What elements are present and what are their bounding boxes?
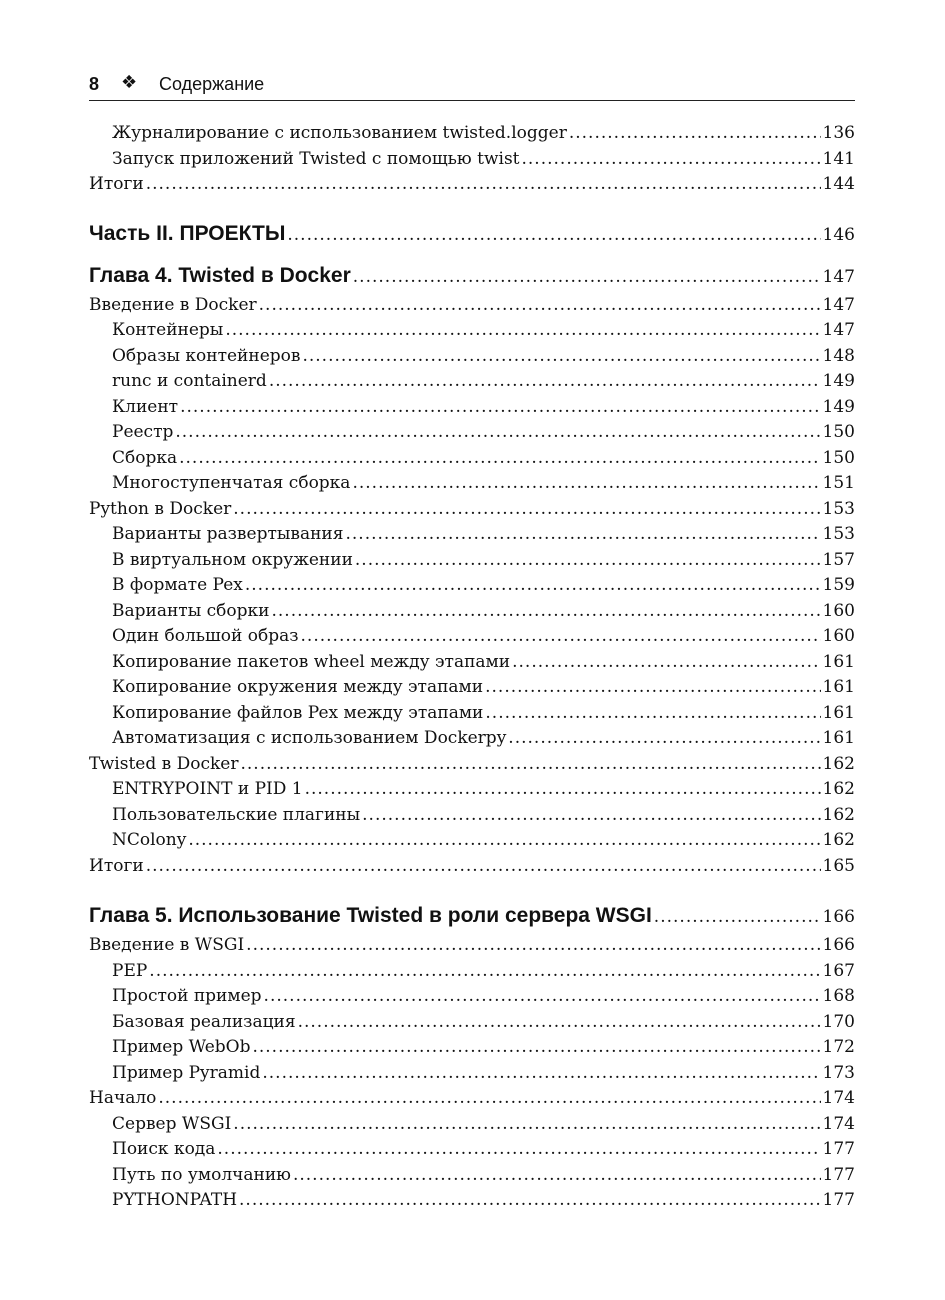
toc-entry-title: PYTHONPATH bbox=[112, 1190, 238, 1210]
toc-entry-title: В формате Pex bbox=[112, 575, 243, 595]
toc-section-entry[interactable] bbox=[89, 854, 855, 880]
toc-entry-page: 162 bbox=[822, 779, 855, 799]
toc-subsection-entry[interactable] bbox=[89, 1163, 855, 1189]
toc-entry-page: 174 bbox=[822, 1088, 855, 1108]
toc-subsection-entry[interactable] bbox=[89, 599, 855, 625]
toc-chapter-entry[interactable] bbox=[89, 899, 855, 933]
toc-entry-title: ENTRYPOINT и PID 1 bbox=[112, 779, 303, 799]
dot-leader bbox=[362, 803, 820, 829]
dot-leader bbox=[259, 293, 821, 319]
toc-entry-page: 161 bbox=[822, 651, 855, 672]
dot-leader bbox=[654, 900, 821, 934]
toc-subsection-entry[interactable] bbox=[89, 984, 855, 1010]
toc-section-entry[interactable] bbox=[89, 752, 855, 778]
toc-subsection-entry[interactable] bbox=[89, 1137, 855, 1163]
toc-entry-page: 170 bbox=[822, 1011, 855, 1032]
toc-entry-page: 147 bbox=[822, 266, 855, 287]
dot-leader bbox=[352, 471, 820, 497]
toc-entry-page: 168 bbox=[822, 986, 855, 1006]
toc-section-entry[interactable] bbox=[89, 1086, 855, 1112]
toc-subsection-entry[interactable] bbox=[89, 650, 855, 676]
toc-entry-page: 150 bbox=[822, 422, 855, 442]
toc-entry-page: 174 bbox=[822, 1113, 855, 1134]
toc-entry-title: Сборка bbox=[112, 447, 178, 468]
toc-part-entry[interactable] bbox=[89, 217, 855, 251]
dot-leader bbox=[271, 599, 820, 625]
dot-leader bbox=[246, 933, 820, 959]
toc-subsection-entry[interactable] bbox=[89, 121, 855, 147]
toc-entry-title: Путь по умолчанию bbox=[112, 1164, 291, 1185]
table-of-contents bbox=[89, 121, 855, 1214]
dot-leader bbox=[485, 675, 820, 701]
toc-entry-page: 162 bbox=[822, 830, 855, 850]
toc-entry-page: 141 bbox=[822, 148, 855, 169]
dot-leader bbox=[233, 497, 820, 523]
dot-leader bbox=[512, 650, 820, 676]
toc-subsection-entry[interactable] bbox=[89, 573, 855, 599]
toc-entry-title: Запуск приложений Twisted с помощью twist bbox=[112, 148, 520, 169]
toc-entry-title: Варианты сборки bbox=[112, 600, 270, 621]
toc-entry-page: 166 bbox=[822, 935, 855, 955]
dot-leader bbox=[175, 420, 820, 446]
toc-entry-title: Копирование окружения между этапами bbox=[112, 677, 484, 697]
toc-entry-title: Один большой образ bbox=[112, 626, 299, 646]
toc-entry-page: 160 bbox=[822, 626, 855, 646]
dot-leader bbox=[569, 121, 821, 147]
toc-entry-page: 167 bbox=[822, 960, 855, 981]
dot-leader bbox=[264, 984, 821, 1010]
toc-entry-page: 151 bbox=[822, 473, 855, 493]
toc-entry-title: PEP bbox=[112, 960, 148, 981]
toc-entry-page: 150 bbox=[822, 447, 855, 468]
toc-entry-page: 173 bbox=[822, 1062, 855, 1083]
toc-subsection-entry[interactable] bbox=[89, 701, 855, 727]
toc-entry-page: 162 bbox=[822, 753, 855, 774]
toc-subsection-entry[interactable] bbox=[89, 522, 855, 548]
toc-entry-title: Автоматизация с использованием Dockerpy bbox=[112, 728, 507, 748]
toc-subsection-entry[interactable] bbox=[89, 395, 855, 421]
toc-section-entry[interactable] bbox=[89, 933, 855, 959]
dot-leader bbox=[146, 854, 821, 880]
toc-subsection-entry[interactable] bbox=[89, 1188, 855, 1214]
dot-leader bbox=[302, 344, 820, 370]
toc-entry-page: 149 bbox=[822, 371, 855, 391]
toc-subsection-entry[interactable] bbox=[89, 1035, 855, 1061]
toc-section-entry[interactable] bbox=[89, 293, 855, 319]
running-header bbox=[89, 72, 855, 101]
dot-leader bbox=[522, 147, 821, 173]
toc-entry-page: 148 bbox=[822, 345, 855, 366]
toc-subsection-entry[interactable] bbox=[89, 318, 855, 344]
dot-leader bbox=[345, 522, 820, 548]
toc-subsection-entry[interactable] bbox=[89, 624, 855, 650]
toc-subsection-entry[interactable] bbox=[89, 777, 855, 803]
toc-entry-title: Копирование пакетов wheel между этапами bbox=[112, 651, 511, 672]
dot-leader bbox=[305, 777, 821, 803]
toc-section-entry[interactable] bbox=[89, 172, 855, 198]
dot-leader bbox=[233, 1112, 820, 1138]
toc-entry-title: Простой пример bbox=[112, 986, 262, 1006]
toc-entry-page: 172 bbox=[822, 1037, 855, 1057]
toc-entry-page: 165 bbox=[822, 855, 855, 876]
toc-entry-title: Глава 5. Использование Twisted в роли сервера WSGI bbox=[89, 904, 652, 927]
toc-chapter-entry[interactable] bbox=[89, 259, 855, 293]
toc-entry-title: Часть II. ПРОЕКТЫ bbox=[89, 221, 286, 245]
toc-entry-title: Контейнеры bbox=[112, 320, 224, 340]
toc-entry-title: Поиск кода bbox=[112, 1139, 216, 1159]
toc-entry-title: Начало bbox=[89, 1088, 157, 1108]
toc-entry-title: runc и containerd bbox=[112, 371, 267, 391]
toc-subsection-entry[interactable] bbox=[89, 675, 855, 701]
toc-section-entry[interactable] bbox=[89, 497, 855, 523]
dot-leader bbox=[269, 369, 821, 395]
toc-entry-title: Глава 4. Twisted в Docker bbox=[89, 263, 351, 287]
toc-entry-title: Введение в WSGI bbox=[89, 935, 245, 955]
dot-leader bbox=[287, 218, 820, 252]
toc-entry-title: Варианты развертывания bbox=[112, 524, 344, 544]
toc-entry-title: Сервер WSGI bbox=[112, 1113, 232, 1134]
dot-leader bbox=[146, 172, 821, 198]
toc-entry-title: Итоги bbox=[89, 174, 144, 194]
toc-entry-title: NColony bbox=[112, 830, 187, 850]
toc-entry-title: Пример WebOb bbox=[112, 1037, 251, 1057]
toc-entry-title: Введение в Docker bbox=[89, 294, 257, 315]
header-title: Содержание bbox=[159, 74, 265, 94]
dot-leader bbox=[355, 548, 821, 574]
page-number: 8 bbox=[89, 74, 100, 94]
toc-entry-page: 177 bbox=[822, 1190, 855, 1210]
dot-leader bbox=[262, 1061, 820, 1087]
dot-leader bbox=[252, 1035, 820, 1061]
toc-subsection-entry[interactable] bbox=[89, 803, 855, 829]
toc-entry-page: 157 bbox=[822, 549, 855, 570]
dot-leader bbox=[149, 959, 820, 985]
dot-leader bbox=[217, 1137, 820, 1163]
toc-entry-page: 162 bbox=[822, 804, 855, 825]
toc-entry-title: В виртуальном окружении bbox=[112, 549, 353, 570]
toc-entry-page: 177 bbox=[822, 1139, 855, 1159]
toc-entry-page: 149 bbox=[822, 396, 855, 417]
toc-entry-page: 147 bbox=[822, 320, 855, 340]
toc-entry-page: 177 bbox=[822, 1164, 855, 1185]
toc-subsection-entry[interactable] bbox=[89, 959, 855, 985]
toc-subsection-entry[interactable] bbox=[89, 548, 855, 574]
toc-entry-page: 153 bbox=[822, 498, 855, 519]
toc-entry-page: 159 bbox=[822, 575, 855, 595]
toc-subsection-entry[interactable] bbox=[89, 828, 855, 854]
toc-entry-title: Twisted в Docker bbox=[89, 753, 239, 774]
toc-entry-page: 144 bbox=[822, 174, 855, 194]
toc-subsection-entry[interactable] bbox=[89, 344, 855, 370]
dot-leader bbox=[158, 1086, 820, 1112]
toc-subsection-entry[interactable] bbox=[89, 420, 855, 446]
toc-subsection-entry[interactable] bbox=[89, 1061, 855, 1087]
toc-entry-page: 161 bbox=[822, 728, 855, 748]
dot-leader bbox=[239, 1188, 821, 1214]
dot-leader bbox=[179, 446, 820, 472]
toc-subsection-entry[interactable] bbox=[89, 1010, 855, 1036]
toc-entry-page: 136 bbox=[822, 123, 855, 143]
toc-entry-page: 161 bbox=[822, 677, 855, 697]
dot-leader bbox=[301, 624, 821, 650]
dot-leader bbox=[293, 1163, 821, 1189]
toc-entry-title: Итоги bbox=[89, 855, 144, 876]
toc-entry-page: 146 bbox=[822, 224, 855, 245]
dot-leader bbox=[298, 1010, 821, 1036]
toc-entry-page: 147 bbox=[822, 294, 855, 315]
toc-entry-title: Реестр bbox=[112, 422, 174, 442]
dot-leader bbox=[225, 318, 820, 344]
toc-entry-page: 153 bbox=[822, 524, 855, 544]
dot-leader bbox=[485, 701, 820, 727]
toc-subsection-entry[interactable] bbox=[89, 446, 855, 472]
toc-entry-page: 161 bbox=[822, 702, 855, 723]
toc-entry-title: Журналирование с использованием twisted.logger bbox=[112, 123, 567, 143]
toc-subsection-entry[interactable] bbox=[89, 726, 855, 752]
dot-leader bbox=[353, 260, 821, 294]
dot-leader bbox=[180, 395, 820, 421]
toc-entry-title: Клиент bbox=[112, 396, 179, 417]
dot-leader bbox=[245, 573, 821, 599]
toc-entry-title: Python в Docker bbox=[89, 498, 232, 519]
dot-leader bbox=[240, 752, 820, 778]
toc-entry-title: Копирование файлов Pex между этапами bbox=[112, 702, 484, 723]
dot-leader bbox=[508, 726, 820, 752]
toc-subsection-entry[interactable] bbox=[89, 1112, 855, 1138]
toc-entry-title: Многоступенчатая сборка bbox=[112, 473, 351, 493]
ornament-icon: ❖ bbox=[121, 72, 138, 92]
toc-entry-title: Пользовательские плагины bbox=[112, 804, 361, 825]
toc-subsection-entry[interactable] bbox=[89, 369, 855, 395]
toc-entry-page: 166 bbox=[822, 907, 855, 927]
toc-subsection-entry[interactable] bbox=[89, 147, 855, 173]
toc-subsection-entry[interactable] bbox=[89, 471, 855, 497]
toc-entry-title: Образы контейнеров bbox=[112, 345, 301, 366]
toc-entry-page: 160 bbox=[822, 600, 855, 621]
dot-leader bbox=[188, 828, 820, 854]
toc-entry-title: Пример Pyramid bbox=[112, 1062, 261, 1083]
toc-entry-title: Базовая реализация bbox=[112, 1011, 296, 1032]
